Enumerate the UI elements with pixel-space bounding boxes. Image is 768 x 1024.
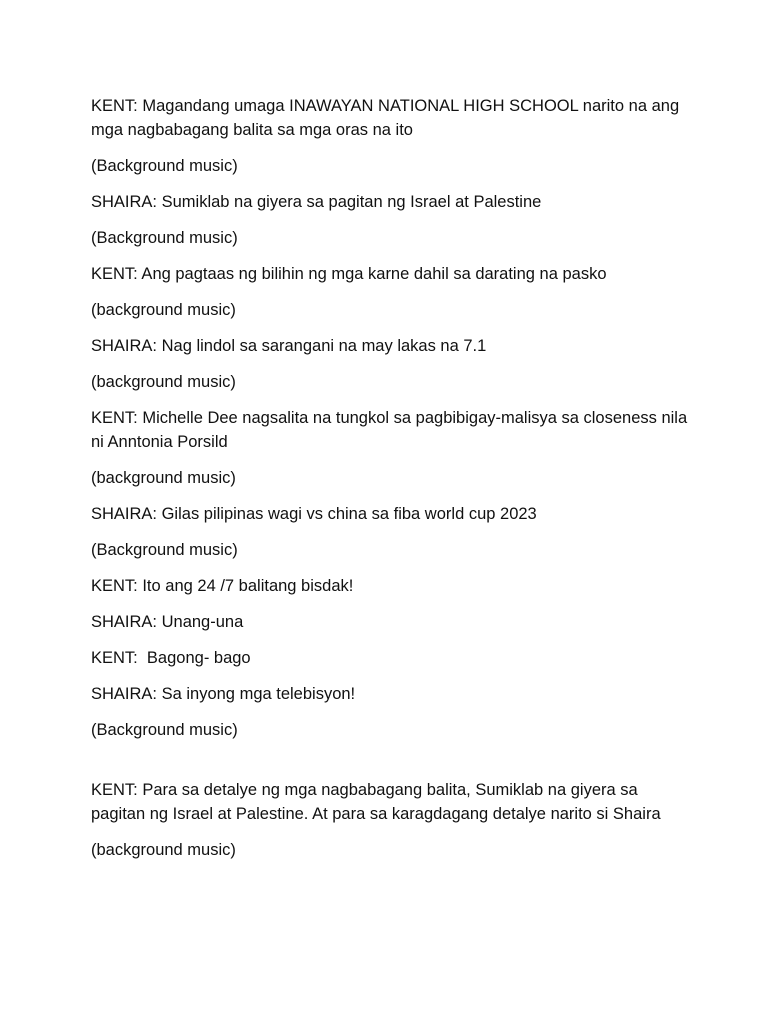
paragraph: (background music) bbox=[91, 301, 236, 319]
paragraph: KENT: Ito ang 24 /7 balitang bisdak! bbox=[91, 577, 354, 595]
paragraph: KENT: Magandang umaga INAWAYAN NATIONAL HIGH SCHOOL narito na ang mga nagbabagang balita sa mga oras na ito bbox=[91, 97, 684, 139]
paragraph: (Background music) bbox=[91, 541, 238, 559]
paragraph: SHAIRA: Gilas pilipinas wagi vs china sa fiba world cup 2023 bbox=[91, 505, 537, 523]
document-body bbox=[91, 94, 691, 874]
paragraph: (Background music) bbox=[91, 229, 238, 247]
paragraph: SHAIRA: Nag lindol sa sarangani na may lakas na 7.1 bbox=[91, 337, 487, 355]
paragraph: (Background music) bbox=[91, 721, 238, 739]
paragraph: KENT: Michelle Dee nagsalita na tungkol sa pagbibigay-malisya sa closeness nila ni Anntonia Porsild bbox=[91, 409, 692, 451]
paragraph: KENT: Bagong- bago bbox=[91, 649, 251, 667]
paragraph: KENT: Para sa detalye ng mga nagbabagang balita, Sumiklab na giyera sa pagitan ng Israel at Palestine. At para sa karagdagang detalye narito si Shaira bbox=[91, 781, 661, 823]
paragraph: (background music) bbox=[91, 841, 236, 859]
paragraph: (background music) bbox=[91, 469, 236, 487]
blank-line bbox=[91, 754, 691, 778]
paragraph: SHAIRA: Unang-una bbox=[91, 613, 244, 631]
paragraph: (Background music) bbox=[91, 157, 238, 175]
paragraph: SHAIRA: Sa inyong mga telebisyon! bbox=[91, 685, 356, 703]
paragraph: SHAIRA: Sumiklab na giyera sa pagitan ng Israel at Palestine bbox=[91, 193, 542, 211]
paragraph: (background music) bbox=[91, 373, 236, 391]
paragraph: KENT: Ang pagtaas ng bilihin ng mga karne dahil sa darating na pasko bbox=[91, 265, 607, 283]
